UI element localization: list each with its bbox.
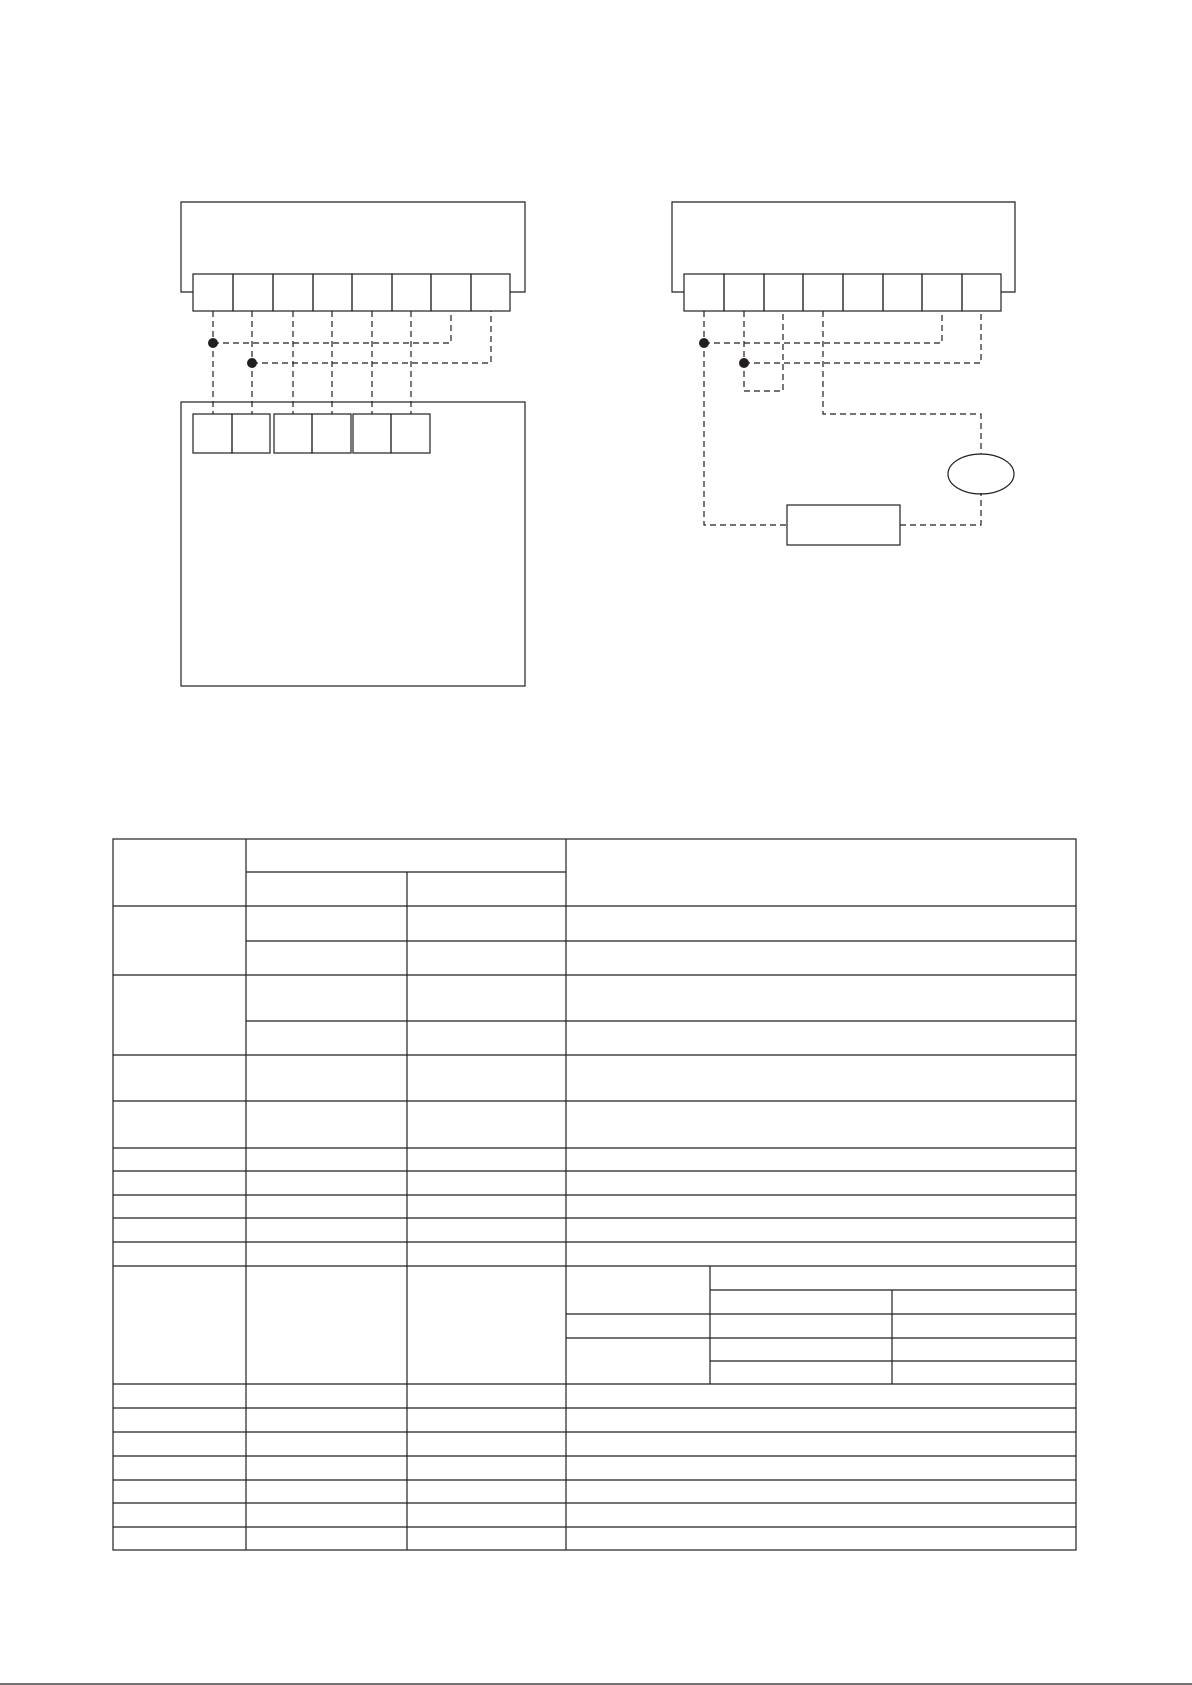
oval-component [948,454,1014,494]
right-junction-dot [699,338,709,348]
left-upper-terminal [233,274,273,311]
nested-subtable [566,1266,1076,1384]
right-upper-terminal [764,274,803,311]
right-upper-terminal [883,274,922,311]
left-upper-terminal [313,274,352,311]
left-lower-terminal-block [193,414,430,453]
specification-table [113,839,1076,1550]
right-wire [823,311,981,454]
left-lower-terminal [312,414,351,453]
left-upper-terminal [193,274,233,311]
right-upper-terminal [843,274,883,311]
left-lower-terminal [274,414,312,453]
left-upper-terminal [471,274,510,311]
right-wire [744,311,981,363]
right-upper-terminal [684,274,724,311]
right-upper-terminal-block [684,274,1001,311]
left-lower-terminal [353,414,391,453]
right-wiring-diagram [672,202,1015,545]
left-upper-terminal [273,274,313,311]
left-lower-terminal [391,414,430,453]
right-upper-terminal [803,274,843,311]
left-upper-terminal-block [193,274,510,311]
right-upper-terminal [922,274,962,311]
right-junction-dot [739,358,749,368]
left-upper-terminal [352,274,392,311]
left-lower-terminal [193,414,232,453]
left-upper-terminal [392,274,431,311]
left-junction-dot [247,358,257,368]
left-wiring-diagram [181,202,525,686]
left-lower-terminal [232,414,270,453]
rectangular-component [787,505,900,545]
right-wire [744,311,783,391]
left-upper-terminal [431,274,471,311]
right-upper-terminal [724,274,764,311]
right-dashed-wires [704,311,981,525]
right-upper-terminal [962,274,1001,311]
left-junction-dot [208,338,218,348]
right-wire [900,493,981,525]
